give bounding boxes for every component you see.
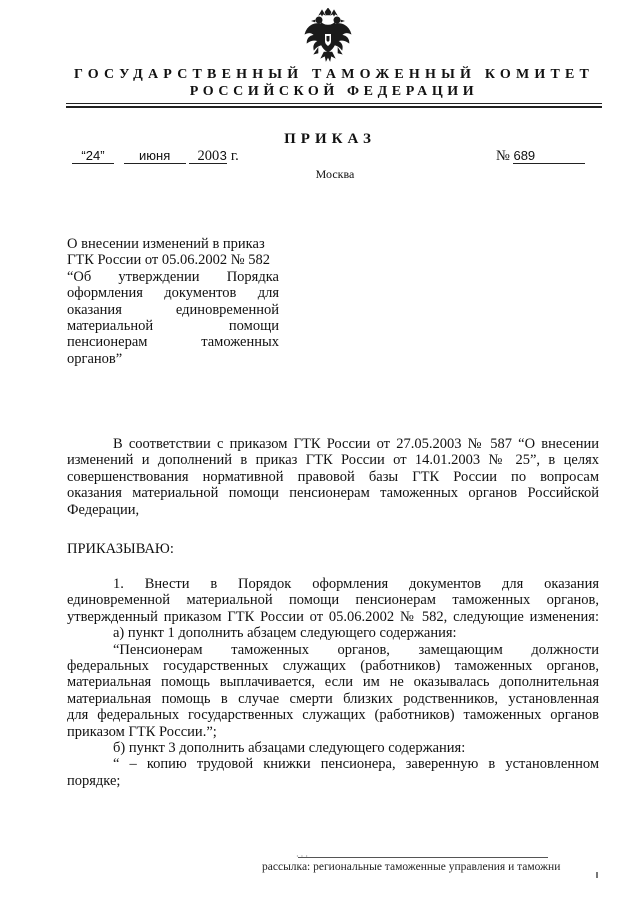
date-month: июня: [124, 149, 186, 164]
sub-item-a: а) пункт 1 дополнить абзацем следующего содержания:: [113, 625, 457, 642]
quote-a-line: для федеральных государственных служащих (работников) таможенных органов: [67, 707, 599, 724]
number-value: 689: [513, 149, 585, 164]
city-name: Москва: [315, 167, 355, 181]
subject-line: пенсионерам таможенных: [67, 334, 279, 351]
sub-item-b: б) пункт 3 дополнить абзацами следующего содержания:: [113, 740, 466, 757]
date-year-suffix: г.: [227, 148, 239, 164]
footer-marks: · · ·: [296, 852, 308, 861]
double-headed-eagle-emblem: [304, 8, 352, 66]
header-rule-thin: [66, 103, 602, 104]
quote-b-line: порядке;: [67, 772, 121, 789]
quote-b-line: “ – копию трудовой книжки пенсионера, заверенную в установленном: [113, 756, 599, 773]
agency-name-line2: РОССИЙСКОЙ ФЕДЕРАЦИИ: [189, 84, 479, 99]
subject-line: “Об утверждении Порядка: [67, 268, 279, 285]
date-year-prefix: 200: [197, 148, 220, 164]
order-items: [67, 576, 599, 789]
subject-line: О внесении изменений в приказ: [67, 236, 265, 252]
order-directive-word: ПРИКАЗЫВАЮ:: [67, 541, 174, 557]
preamble-line: оказания материальной помощи пенсионерам таможенных органов Российской: [67, 485, 599, 502]
subject-line: ГТК России от 05.06.2002 № 582: [67, 252, 270, 269]
preamble-line: В соответствии с приказом ГТК России от 27.05.2003 № 587 “О внесении: [113, 436, 599, 452]
date-year-prefix-field: [189, 149, 219, 164]
quote-a-line: материальная помощь выплачивается, если им не оказывалась дополнительная: [67, 674, 599, 691]
subject-line: материальной помощи: [67, 318, 279, 335]
subject-line: органов”: [67, 350, 123, 367]
preamble-line: Федерации,: [67, 501, 140, 518]
quote-open: “: [81, 148, 86, 163]
footer-rule: [298, 857, 548, 858]
date-day: 24: [85, 148, 101, 163]
order-number: [496, 148, 585, 165]
distribution-note: рассылка: региональные таможенные управления и таможни: [262, 861, 561, 873]
quote-close: ”: [100, 148, 105, 163]
preamble-line: изменений и дополнений в приказ ГТК России от 14.01.2003 № 25”, в целях: [67, 452, 599, 469]
date-year-digit: 3: [219, 148, 227, 163]
preamble-paragraph: [67, 436, 599, 518]
quote-a-line: приказом ГТК России.”;: [67, 723, 217, 740]
quote-a-line: “Пенсионерам таможенных органов, замещающим должности: [113, 641, 599, 658]
header-rule-thick: [66, 106, 602, 108]
number-label: №: [496, 148, 510, 164]
order-date: [72, 148, 239, 165]
order-subject: [67, 236, 279, 367]
preamble-line: совершенствования нормативной правовой базы ГТК России по вопросам: [67, 468, 599, 485]
subject-line: оформления документов для: [67, 285, 279, 302]
date-day-field: [72, 149, 114, 164]
document-title: ПРИКАЗ: [284, 131, 376, 147]
page-edge-mark: [596, 872, 598, 878]
quote-a-line: федеральных государственных служащих (работников) таможенных органов,: [67, 658, 599, 675]
item1-line: 1. Внести в Порядок оформления документов для оказания: [113, 576, 599, 592]
subject-line: оказания единовременной: [67, 301, 279, 318]
item1-line: утвержденный приказом ГТК России от 05.06.2002 № 582, следующие изменения:: [67, 608, 599, 625]
agency-name-line1: ГОСУДАРСТВЕННЫЙ ТАМОЖЕННЫЙ КОМИТЕТ: [73, 67, 595, 82]
item1-line: единовременной материальной помощи пенсионерам таможенных органов,: [67, 592, 599, 609]
quote-a-line: материальная помощь в случае смерти близких родственников, установленная: [67, 690, 599, 707]
